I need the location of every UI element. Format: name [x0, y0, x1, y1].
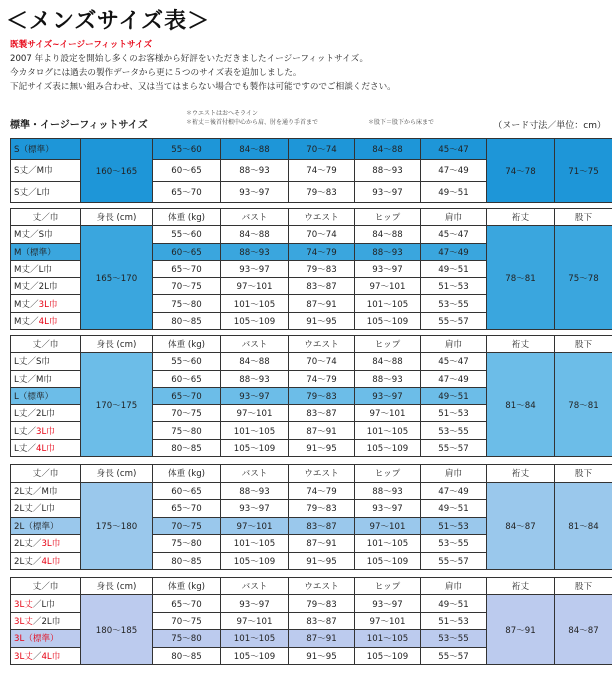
size-label-part: S丈／L巾	[14, 187, 51, 198]
size-section-3l	[10, 577, 602, 665]
sleeve-cell: 78～81	[487, 226, 555, 330]
column-header: 体重 (kg)	[153, 465, 221, 483]
hip-cell: 105～109	[355, 647, 421, 664]
hip-cell: 105～109	[355, 312, 421, 329]
size-label-part: 2L丈／	[14, 556, 42, 567]
size-label-part: M丈／2L巾	[14, 282, 58, 293]
shoulder-cell: 45～47	[421, 139, 487, 160]
size-label-part: 4L巾	[38, 316, 58, 327]
size-cell	[11, 482, 81, 500]
shoulder-cell: 45～47	[421, 226, 487, 243]
waist-cell: 83～87	[289, 517, 355, 535]
inseam-cell: 71～75	[555, 139, 612, 203]
table-row	[11, 353, 612, 370]
weight-cell: 75～80	[153, 630, 221, 647]
size-label-part: L丈／	[14, 426, 36, 437]
hip-cell: 101～105	[355, 295, 421, 312]
table-header-row	[11, 465, 612, 483]
column-header: 身長 (cm)	[81, 465, 153, 483]
column-header: 股下	[555, 465, 612, 483]
size-label-part: 3L丈	[14, 599, 33, 610]
hip-cell: 84～88	[355, 139, 421, 160]
shoulder-cell: 47～49	[421, 482, 487, 500]
column-header: ウエスト	[289, 465, 355, 483]
size-label-part: L丈／2L巾	[14, 409, 55, 420]
size-label-part: 3L丈	[14, 651, 33, 662]
bust-cell: 97～101	[221, 517, 289, 535]
height-cell: 165～170	[81, 226, 153, 330]
hip-cell: 88～93	[355, 243, 421, 260]
size-cell	[11, 500, 81, 518]
size-cell	[11, 260, 81, 277]
waist-cell: 70～74	[289, 226, 355, 243]
inseam-cell: 75～78	[555, 226, 612, 330]
hip-cell: 88～93	[355, 370, 421, 387]
size-table	[10, 138, 612, 203]
weight-cell: 70～75	[153, 278, 221, 295]
weight-cell: 70～75	[153, 612, 221, 629]
bust-cell: 88～93	[221, 243, 289, 260]
shoulder-cell: 55～57	[421, 647, 487, 664]
size-cell	[11, 278, 81, 295]
column-header: 体重 (kg)	[153, 578, 221, 595]
column-header: 身長 (cm)	[81, 578, 153, 595]
column-header: 体重 (kg)	[153, 336, 221, 353]
size-label-part: M（標準）	[14, 247, 56, 258]
shoulder-cell: 49～51	[421, 387, 487, 404]
hip-cell: 88～93	[355, 482, 421, 500]
weight-cell: 60～65	[153, 243, 221, 260]
size-label-part: ／L巾	[32, 599, 55, 610]
height-cell: 175～180	[81, 482, 153, 570]
sleeve-cell: 87～91	[487, 595, 555, 665]
column-header: バスト	[221, 209, 289, 226]
waist-cell: 91～95	[289, 312, 355, 329]
weight-cell: 80～85	[153, 552, 221, 570]
size-table	[10, 577, 612, 665]
shoulder-cell: 53～55	[421, 295, 487, 312]
column-header: バスト	[221, 578, 289, 595]
sleeve-cell: 81～84	[487, 353, 555, 457]
bust-cell: 101～105	[221, 630, 289, 647]
hip-cell: 97～101	[355, 517, 421, 535]
size-cell	[11, 295, 81, 312]
size-label-part: L（標準）	[14, 391, 54, 402]
waist-cell: 87～91	[289, 535, 355, 553]
hip-cell: 93～97	[355, 387, 421, 404]
bust-cell: 84～88	[221, 226, 289, 243]
hip-cell: 101～105	[355, 535, 421, 553]
size-label-part: L丈／	[14, 443, 36, 454]
waist-cell: 83～87	[289, 278, 355, 295]
column-header: バスト	[221, 465, 289, 483]
size-cell	[11, 139, 81, 160]
size-label-part: 2L（標準）	[14, 521, 59, 532]
intro-line: 2007 年より設定を開始し多くのお客様から好評をいただきましたイージーフィットサイズ。	[10, 54, 369, 64]
weight-cell: 70～75	[153, 517, 221, 535]
column-header: 丈／巾	[11, 465, 81, 483]
column-header: 裄丈	[487, 465, 555, 483]
weight-cell: 55～60	[153, 353, 221, 370]
size-cell	[11, 439, 81, 456]
column-header: ヒップ	[355, 336, 421, 353]
size-label-part: ／	[32, 651, 42, 662]
waist-cell: 74～79	[289, 370, 355, 387]
column-header: ヒップ	[355, 209, 421, 226]
intro	[10, 38, 606, 94]
size-label-part: 3L巾	[41, 539, 61, 550]
shoulder-cell: 49～51	[421, 500, 487, 518]
shoulder-cell: 49～51	[421, 181, 487, 202]
bust-cell: 93～97	[221, 500, 289, 518]
size-section-2l	[10, 464, 602, 570]
size-label-part: S（標準）	[14, 145, 54, 156]
weight-cell: 60～65	[153, 370, 221, 387]
waist-cell: 83～87	[289, 405, 355, 422]
size-label-part: L丈／S巾	[14, 357, 51, 368]
size-table	[10, 208, 612, 330]
height-cell: 170～175	[81, 353, 153, 457]
waist-cell: 91～95	[289, 552, 355, 570]
bust-cell: 93～97	[221, 387, 289, 404]
column-header: 股下	[555, 336, 612, 353]
weight-cell: 80～85	[153, 647, 221, 664]
table-row	[11, 595, 612, 612]
waist-cell: 87～91	[289, 422, 355, 439]
column-header: 丈／巾	[11, 578, 81, 595]
column-header: 肩巾	[421, 336, 487, 353]
column-header: 肩巾	[421, 578, 487, 595]
size-cell	[11, 243, 81, 260]
table-header-row	[11, 336, 612, 353]
weight-cell: 75～80	[153, 295, 221, 312]
shoulder-cell: 55～57	[421, 552, 487, 570]
size-label-part: 2L丈／L巾	[14, 504, 55, 515]
hip-cell: 97～101	[355, 405, 421, 422]
size-cell	[11, 595, 81, 612]
height-cell: 180～185	[81, 595, 153, 665]
size-label-part: 3L巾	[38, 299, 58, 310]
bust-cell: 88～93	[221, 370, 289, 387]
size-label-part: 2L丈／	[14, 539, 42, 550]
shoulder-cell: 47～49	[421, 243, 487, 260]
hip-cell: 101～105	[355, 630, 421, 647]
hip-cell: 84～88	[355, 226, 421, 243]
size-label-part: 3L巾	[35, 426, 55, 437]
waist-cell: 74～79	[289, 160, 355, 181]
waist-cell: 87～91	[289, 295, 355, 312]
size-label-part: L丈／M巾	[14, 374, 52, 385]
hip-cell: 93～97	[355, 260, 421, 277]
size-label-part: 4L巾	[41, 651, 61, 662]
shoulder-cell: 53～55	[421, 630, 487, 647]
size-table	[10, 335, 612, 457]
waist-cell: 83～87	[289, 612, 355, 629]
column-header: 肩巾	[421, 209, 487, 226]
size-cell	[11, 612, 81, 629]
intro-line: 下記サイズ表に無い組み合わせ、又は当てはまらない場合でも製作は可能ですのでご相談ください。	[10, 82, 396, 92]
size-label-part: 2L丈／M巾	[14, 486, 58, 497]
size-cell	[11, 312, 81, 329]
weight-cell: 80～85	[153, 312, 221, 329]
size-cell	[11, 405, 81, 422]
standard-label: 標準・イージーフィットサイズ	[10, 120, 148, 131]
size-cell	[11, 353, 81, 370]
shoulder-cell: 47～49	[421, 160, 487, 181]
bust-cell: 93～97	[221, 181, 289, 202]
column-header: ウエスト	[289, 578, 355, 595]
column-header: 裄丈	[487, 336, 555, 353]
size-section-m	[10, 208, 602, 330]
column-header: 身長 (cm)	[81, 209, 153, 226]
bust-cell: 97～101	[221, 405, 289, 422]
size-label-part: 3L（標準）	[14, 634, 59, 645]
size-label-part: S丈／M巾	[14, 166, 53, 177]
size-cell	[11, 535, 81, 553]
intro-heading: 既製サイズ~イージーフィットサイズ	[10, 40, 153, 50]
waist-cell: 74～79	[289, 482, 355, 500]
size-label-part: M丈／L巾	[14, 264, 52, 275]
hip-cell: 101～105	[355, 422, 421, 439]
waist-cell: 70～74	[289, 353, 355, 370]
height-cell: 160～165	[81, 139, 153, 203]
weight-cell: 60～65	[153, 482, 221, 500]
column-header: 裄丈	[487, 578, 555, 595]
table-row	[11, 139, 612, 160]
size-section-s	[10, 138, 602, 203]
waist-cell: 91～95	[289, 439, 355, 456]
unit-label: （ヌード寸法／単位：cm）	[493, 121, 606, 131]
shoulder-cell: 51～53	[421, 278, 487, 295]
table-row	[11, 482, 612, 500]
size-cell	[11, 226, 81, 243]
shoulder-cell: 49～51	[421, 260, 487, 277]
hip-cell: 93～97	[355, 181, 421, 202]
table-row	[11, 226, 612, 243]
size-section-l	[10, 335, 602, 457]
waist-cell: 74～79	[289, 243, 355, 260]
shoulder-cell: 45～47	[421, 353, 487, 370]
hip-cell: 93～97	[355, 595, 421, 612]
waist-cell: 79～83	[289, 260, 355, 277]
weight-cell: 65～70	[153, 181, 221, 202]
size-cell	[11, 370, 81, 387]
column-header: 肩巾	[421, 465, 487, 483]
bust-cell: 84～88	[221, 139, 289, 160]
sleeve-cell: 84～87	[487, 482, 555, 570]
bust-cell: 105～109	[221, 647, 289, 664]
size-cell	[11, 387, 81, 404]
weight-cell: 80～85	[153, 439, 221, 456]
size-label-part: M丈／	[14, 316, 39, 327]
page-title: ＜メンズサイズ表＞	[6, 9, 211, 34]
note-inseam: ＊股下＝股下から床まで	[368, 119, 435, 126]
size-cell	[11, 517, 81, 535]
size-cell	[11, 160, 81, 181]
size-cell	[11, 422, 81, 439]
inseam-cell: 81～84	[555, 482, 612, 570]
weight-cell: 65～70	[153, 595, 221, 612]
bust-cell: 88～93	[221, 160, 289, 181]
shoulder-cell: 53～55	[421, 535, 487, 553]
hip-cell: 105～109	[355, 439, 421, 456]
bust-cell: 97～101	[221, 278, 289, 295]
note-sleeve: ＊裄丈＝後首付根中心から肩、肘を通り手首まで	[186, 119, 319, 126]
size-cell	[11, 647, 81, 664]
waist-cell: 79～83	[289, 181, 355, 202]
hip-cell: 93～97	[355, 500, 421, 518]
weight-cell: 65～70	[153, 260, 221, 277]
inseam-cell: 84～87	[555, 595, 612, 665]
size-label-part: M丈／	[14, 299, 39, 310]
bust-cell: 101～105	[221, 295, 289, 312]
column-header: 裄丈	[487, 209, 555, 226]
size-label-part: 4L巾	[35, 443, 55, 454]
size-label-part: 4L巾	[41, 556, 61, 567]
bust-cell: 93～97	[221, 595, 289, 612]
bust-cell: 105～109	[221, 552, 289, 570]
shoulder-cell: 51～53	[421, 517, 487, 535]
intro-line: 今カタログには過去の製作データから更に５つのサイズ表を追加しました。	[10, 68, 302, 78]
column-header: 丈／巾	[11, 336, 81, 353]
column-header: 身長 (cm)	[81, 336, 153, 353]
weight-cell: 55～60	[153, 139, 221, 160]
shoulder-cell: 47～49	[421, 370, 487, 387]
table-header-row	[11, 209, 612, 226]
bust-cell: 97～101	[221, 612, 289, 629]
size-cell	[11, 552, 81, 570]
waist-cell: 79～83	[289, 595, 355, 612]
column-header: 体重 (kg)	[153, 209, 221, 226]
column-header: 股下	[555, 209, 612, 226]
sleeve-cell: 74～78	[487, 139, 555, 203]
table-header	[10, 108, 606, 138]
weight-cell: 70～75	[153, 405, 221, 422]
bust-cell: 88～93	[221, 482, 289, 500]
weight-cell: 75～80	[153, 422, 221, 439]
size-label-part: 3L丈	[14, 616, 33, 627]
weight-cell: 65～70	[153, 500, 221, 518]
waist-cell: 79～83	[289, 500, 355, 518]
hip-cell: 84～88	[355, 353, 421, 370]
hip-cell: 105～109	[355, 552, 421, 570]
column-header: ウエスト	[289, 209, 355, 226]
column-header: ヒップ	[355, 465, 421, 483]
table-header-row	[11, 578, 612, 595]
note-waist: ＊ウエストはおへそライン	[186, 110, 258, 117]
weight-cell: 65～70	[153, 387, 221, 404]
weight-cell: 55～60	[153, 226, 221, 243]
inseam-cell: 78～81	[555, 353, 612, 457]
shoulder-cell: 55～57	[421, 439, 487, 456]
bust-cell: 84～88	[221, 353, 289, 370]
hip-cell: 88～93	[355, 160, 421, 181]
bust-cell: 93～97	[221, 260, 289, 277]
waist-cell: 70～74	[289, 139, 355, 160]
hip-cell: 97～101	[355, 278, 421, 295]
column-header: 股下	[555, 578, 612, 595]
size-table	[10, 464, 612, 570]
weight-cell: 75～80	[153, 535, 221, 553]
waist-cell: 79～83	[289, 387, 355, 404]
size-label-part: M丈／S巾	[14, 230, 53, 241]
column-header: ウエスト	[289, 336, 355, 353]
waist-cell: 91～95	[289, 647, 355, 664]
hip-cell: 97～101	[355, 612, 421, 629]
size-cell	[11, 630, 81, 647]
bust-cell: 101～105	[221, 535, 289, 553]
shoulder-cell: 51～53	[421, 405, 487, 422]
size-label-part: ／2L巾	[32, 616, 61, 627]
shoulder-cell: 53～55	[421, 422, 487, 439]
bust-cell: 105～109	[221, 439, 289, 456]
column-header: バスト	[221, 336, 289, 353]
bust-cell: 105～109	[221, 312, 289, 329]
bust-cell: 101～105	[221, 422, 289, 439]
column-header: ヒップ	[355, 578, 421, 595]
size-cell	[11, 181, 81, 202]
shoulder-cell: 55～57	[421, 312, 487, 329]
waist-cell: 87～91	[289, 630, 355, 647]
weight-cell: 60～65	[153, 160, 221, 181]
shoulder-cell: 51～53	[421, 612, 487, 629]
column-header: 丈／巾	[11, 209, 81, 226]
shoulder-cell: 49～51	[421, 595, 487, 612]
